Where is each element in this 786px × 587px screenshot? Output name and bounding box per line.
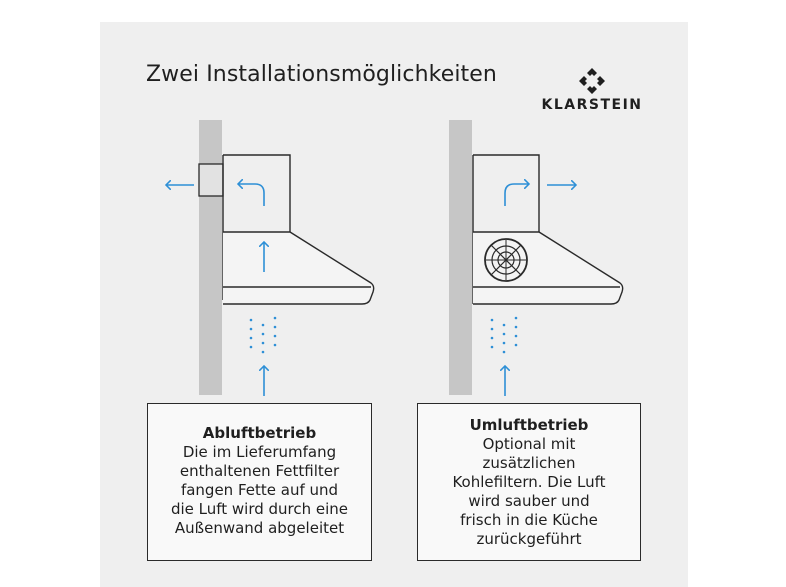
right-chimney bbox=[473, 155, 539, 232]
left-hood-diagram bbox=[166, 120, 374, 396]
page-title: Zwei Installationsmöglichkeiten bbox=[146, 62, 497, 87]
right-line: Optional mit bbox=[482, 435, 576, 453]
right-line: wird sauber und bbox=[468, 492, 590, 510]
left-line: Außenwand abgeleitet bbox=[174, 519, 345, 537]
left-line: fangen Fette auf und bbox=[180, 481, 339, 499]
right-description-box bbox=[417, 403, 641, 561]
left-heading: Abluftbetrieb bbox=[202, 424, 317, 442]
right-line: frisch in die Küche bbox=[460, 511, 598, 529]
left-steam-dots bbox=[250, 317, 277, 354]
right-hood-diagram bbox=[449, 120, 623, 396]
brand-name: KLARSTEIN bbox=[541, 97, 643, 113]
left-wall-duct bbox=[199, 164, 223, 196]
right-wall bbox=[449, 120, 472, 395]
right-line: Kohlefiltern. Die Luft bbox=[452, 473, 606, 491]
right-curved-arrow-icon bbox=[505, 184, 529, 206]
fan-icon bbox=[485, 239, 527, 281]
left-description-box bbox=[147, 403, 372, 561]
left-line: die Luft wird durch eine bbox=[170, 500, 349, 518]
left-wall bbox=[199, 120, 222, 395]
right-line: zurückgeführt bbox=[476, 530, 582, 548]
left-line: Die im Lieferumfang bbox=[182, 443, 337, 461]
left-chimney bbox=[223, 155, 290, 232]
left-curved-arrow-icon bbox=[238, 184, 264, 206]
left-line: enthaltenen Fettfilter bbox=[179, 462, 340, 480]
right-heading: Umluftbetrieb bbox=[469, 416, 589, 434]
left-hood-body bbox=[223, 232, 374, 304]
right-line: zusätzlichen bbox=[482, 454, 576, 472]
right-steam-dots bbox=[491, 317, 518, 354]
